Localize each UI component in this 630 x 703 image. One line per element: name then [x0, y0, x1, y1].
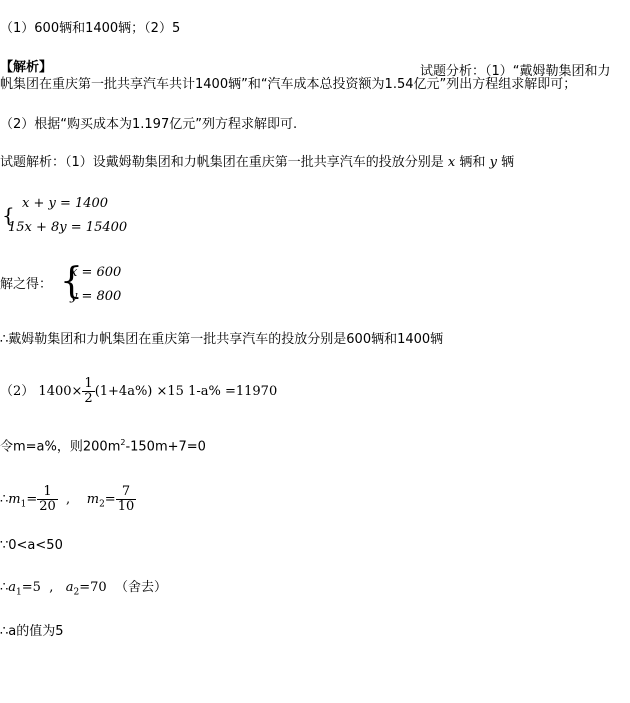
m1-numerator: 1 — [37, 485, 58, 500]
therefore-symbol: ∴ — [0, 492, 9, 507]
expression-b: (1+4a%) ×15 1-a% =11970 — [94, 384, 278, 399]
solution-x: x = 600 — [70, 265, 122, 280]
roots-line: $\therefore m_1=$ $\frac{1}{20}$ , $m_2=$ $\frac{7}{10}$ — [0, 484, 135, 514]
expression-a: 1400× — [38, 384, 83, 399]
a-values-line: $\therefore a_1=5$ , $a_2=70$ （舍去） — [0, 580, 167, 598]
m1-fraction — [37, 485, 58, 514]
conclusion-part1: ∴戴姆勒集团和力帆集团在重庆第一批共享汽车的投放分别是600辆和1400辆 — [0, 332, 444, 347]
solve-label: 解之得： — [0, 277, 53, 292]
equation-2: 15x + 8y = 15400 — [8, 220, 128, 235]
half-numerator: 1 — [84, 376, 93, 391]
left-brace: { — [2, 203, 15, 227]
m2-numerator: 7 — [116, 485, 137, 500]
answer-line: （1）600辆和1400辆；（2）5 — [0, 21, 181, 36]
equation-1: x + y = 1400 — [22, 196, 109, 211]
half-fraction — [82, 377, 94, 406]
half-denominator: 2 — [84, 391, 93, 406]
a1-label: a — [8, 580, 17, 595]
a2-subscript: 2 — [73, 587, 80, 598]
m1-label: m — [8, 492, 21, 507]
part2-equation — [0, 377, 277, 407]
variable-y: y — [489, 155, 497, 170]
analysis-line-2: 帆集团在重庆第一批共享汽车共计1400辆”和“汽车成本总投资额为1.54亿元”列出方程组求解即可； — [0, 77, 577, 92]
part2-label: （2） — [0, 384, 35, 399]
substitution-a: 令m=a%，则200m — [0, 439, 121, 455]
therefore-symbol-2: ∴ — [0, 580, 9, 595]
a1-value: =5 — [21, 580, 41, 595]
final-answer: ∴a的值为5 — [0, 624, 64, 639]
m2-denominator: 10 — [117, 499, 135, 514]
solution-intro — [0, 155, 514, 171]
a2-label: a — [65, 580, 74, 595]
unit-text-1: 辆和 — [459, 155, 486, 170]
a2-value: =70 — [79, 580, 107, 595]
unit-text-2: 辆 — [501, 155, 515, 170]
a1-subscript: 1 — [16, 587, 22, 598]
substitution-exponent: 2 — [120, 438, 126, 447]
m1-subscript: 1 — [20, 499, 27, 510]
analysis-intro-right: 试题分析：（1）“戴姆勒集团和力 — [420, 64, 611, 79]
solution-intro-text: 试题解析：（1）设戴姆勒集团和力帆集团在重庆第一批共享汽车的投放分别是 — [0, 155, 444, 170]
discard-note: （舍去） — [114, 580, 167, 595]
analysis-label: 【解析】 — [0, 60, 53, 75]
constraint-line: ∵0<a<50 — [0, 538, 63, 553]
analysis-line-3: （2）根据“购买成本为1.197亿元”列方程求解即可. — [0, 117, 298, 132]
m2-subscript: 2 — [99, 499, 105, 510]
substitution-b: -150m+7=0 — [125, 439, 206, 455]
solution-y: y = 800 — [70, 289, 122, 304]
substitution-line — [0, 435, 206, 455]
solution-brace: { — [60, 261, 83, 302]
m2-label: m — [86, 492, 100, 507]
m2-fraction — [116, 485, 137, 514]
variable-x: x — [447, 155, 456, 170]
m1-denominator: 20 — [39, 499, 56, 514]
